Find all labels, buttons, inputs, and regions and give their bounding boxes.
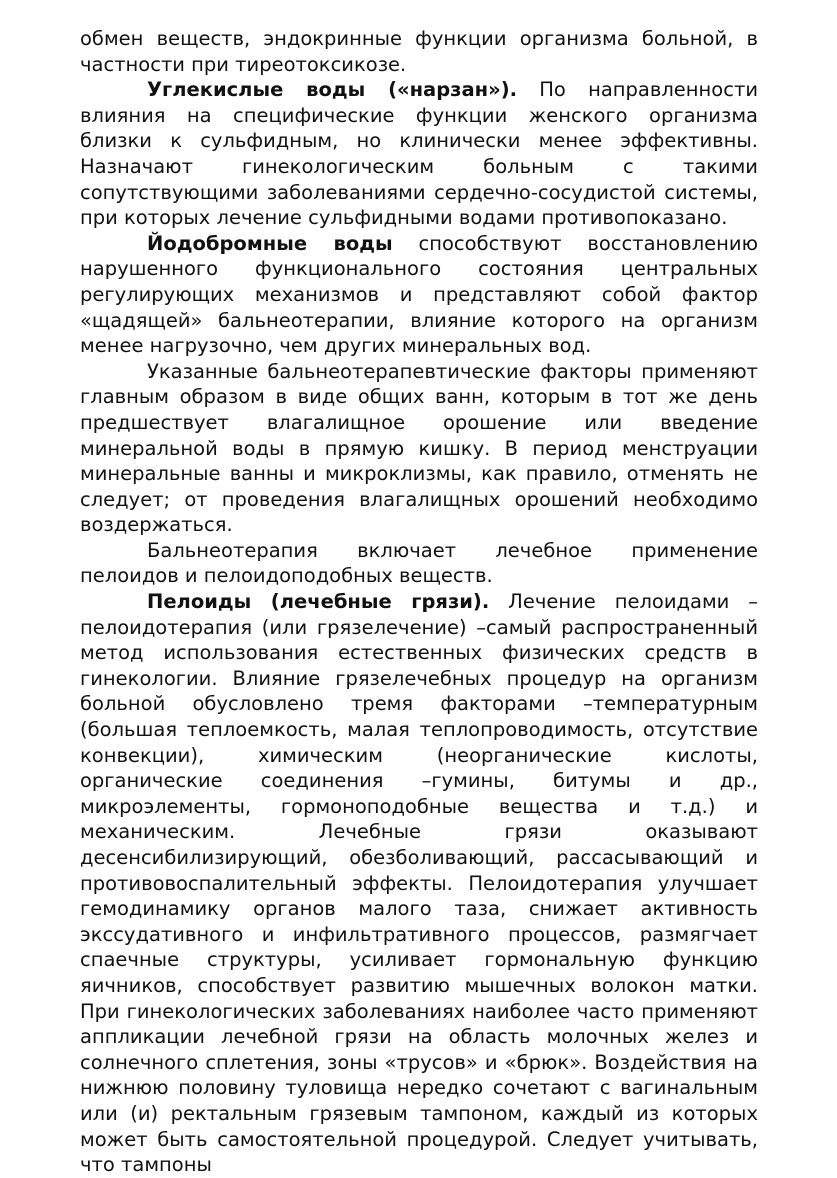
paragraph-text: Лечение пелоидами – пелоидотерапия (или грязелечение) –самый распространенный метод использования естественных физических средств в гинекологии. Влияние грязелечебных процедур на организм больной обусловлено тремя факторами –температурным (большая теплоемкость, малая теплопроводимость, отсутствие конвекции), химическим (неорганические кислоты, органические соединения –гумины, битумы и др., микроэлементы, гормоноподобные вещества и т.д.) и механическим. Лечебные грязи оказывают десенсибилизирующий, обезболивающий, рассасывающий и противовоспалительный эффекты. Пелоидотерапия улучшает гемодинамику органов малого таза, снижает активность экссудативного и инфильтративного процессов, размягчает спаечные структуры, усиливает гормональную функцию яичников, способствует развитию мышечных волокон матки. При гинекологических заболеваниях наиболее часто применяют аппликации лечебной грязи на область молочных желез и солнечного сплетения, зоны «трусов» и «брюк». Воздействия на нижнюю половину туловища нередко сочетают с вагинальным или (и) ректальным грязевым тампоном, каждый из которых может быть самостоятельной процедурой. Следует учитывать, что тампоны (80, 590, 759, 1177)
paragraph-text: Бальнеотерапия включает лечебное применение пелоидов и пелоидоподобных веществ. (80, 538, 758, 588)
paragraph-text: обмен веществ, эндокринные функции организма больной, в частности при тиреотоксикозе. (80, 27, 758, 76)
paragraph-heading: Пелоиды (лечебные грязи). (147, 590, 490, 614)
paragraph-balneotherapy-peloids (80, 538, 758, 589)
paragraph-carbonic-waters (80, 77, 758, 231)
paragraph-text: По направленности влияния на специфические функции женского организма близки к сульфидным, но клинически менее эффективны. Назначают гинекологическим больным с такими сопутствующими заболеваниями сердечно-сосудистой системы, при которых лечение сульфидными водами противопоказано. (80, 78, 758, 230)
paragraph-continuation (80, 26, 758, 77)
paragraph-heading: Углекислые воды («нарзан»). (147, 78, 518, 102)
paragraph-peloids (80, 589, 758, 1178)
document-page (80, 26, 758, 1178)
paragraph-balneotherapy-factors (80, 359, 758, 538)
paragraph-heading: Йодобромные воды (147, 231, 393, 255)
paragraph-text: способствуют восстановлению нарушенного функционального состояния центральных регулирующих механизмов и представляют собой фактор «щадящей» бальнеотерапии, влияние которого на организм менее нагрузочно, чем других минеральных вод. (80, 231, 758, 358)
paragraph-iodobromine-waters (80, 231, 758, 359)
paragraph-text: Указанные бальнеотерапевтические факторы применяют главным образом в виде общих ванн, которым в тот же день предшествует влагалищное орошение или введение минеральной воды в прямую кишку. В период менструации минеральные ванны и микроклизмы, как правило, отменять не следует; от проведения влагалищных орошений необходимо воздержаться. (80, 359, 758, 537)
